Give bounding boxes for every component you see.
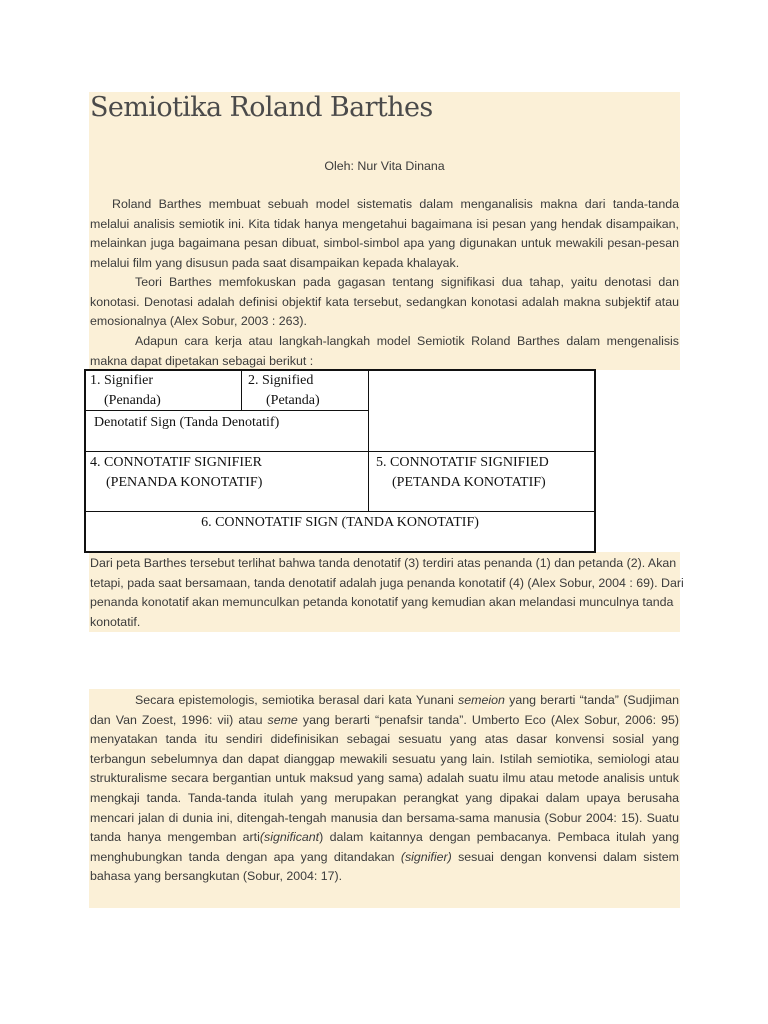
- connotatif-signifier-sublabel: (PENANDA KONOTATIF): [106, 475, 263, 490]
- author-byline: Oleh: Nur Vita Dinana: [324, 159, 445, 173]
- cell-connotatif-sign: 6. CONNOTATIF SIGN (TANDA KONOTATIF): [201, 515, 479, 530]
- connotatif-signifier-label: 4. CONNOTATIF SIGNIFIER: [90, 455, 262, 470]
- cell-signified: [248, 371, 320, 411]
- signifier-label: 1. Signifier: [90, 373, 153, 388]
- divider-h-2: [84, 451, 596, 452]
- cell-connotatif-signified: [376, 453, 549, 493]
- page-title: Semiotika Roland Barthes: [90, 92, 433, 123]
- connotatif-signified-sublabel: (PETANDA KONOTATIF): [392, 475, 546, 490]
- paragraph-method: Adapun cara kerja atau langkah-langkah model Semiotik Roland Barthes dalam mengenalisis makna dapat dipetakan sebagai berikut :: [90, 334, 679, 368]
- connotatif-signified-label: 5. CONNOTATIF SIGNIFIED: [376, 455, 549, 470]
- paragraph-map-explanation: Dari peta Barthes tersebut terlihat bahwa tanda denotatif (3) terdiri atas penanda (1) dan petanda (2). Akan tetapi, pada saat bersamaan, tanda denotatif adalah juga penanda konotatif (4) (Alex Sobur, 2004 : 69). Dari penanda konotatif akan memunculkan petanda konotatif yang kemudian akan melandasi munculnya tanda konotatif.: [90, 556, 684, 630]
- cell-connotatif-signifier: [90, 453, 262, 493]
- border-top: [84, 369, 596, 371]
- paragraph-epistemology: Secara epistemologis, semiotika berasal dari kata Yunani semeion yang berarti “tanda” (Sudjiman dan Van Zoest, 1996: vii) atau seme yang berarti “penafsir tanda”. Umberto Eco (Alex Sobur, 2006: 95) menyatakan tanda itu sendiri didefinisikan sebagai sesuatu yang atas dasar konvensi sosial yang terbangun sebelumnya dan dapat dianggap mewakili sesuatu yang lain. Istilah semiotika, semiologi atau strukturalisme secara bergantian untuk maksud yang sama) adalah suatu ilmu atau metode analisis untuk mengkaji tanda. Tanda-tanda itulah yang merupakan perangkat yang dipakai dalam upaya berusaha mencari jalan di dunia ini, ditengah-tengah manusia dan bersama-sama manusia (Sobur 2004: 15). Suatu tanda hanya mengemban arti(significant) dalam kaitannya dengan pembacanya. Pembaca itulah yang menghubungkan tanda dengan apa yang ditandakan (signifier) sesuai dengan konvensi dalam sistem bahasa yang bersangkutan (Sobur, 2004: 17).: [90, 693, 680, 884]
- signified-label: 2. Signified: [248, 373, 314, 388]
- border-bottom: [84, 551, 596, 553]
- divider-v-1: [241, 369, 242, 411]
- signified-sublabel: (Petanda): [266, 393, 320, 408]
- divider-v-2: [368, 369, 369, 512]
- signifier-sublabel: (Penanda): [104, 393, 161, 408]
- paragraph-intro: Roland Barthes membuat sebuah model sistematis dalam menganalisis makna dari tanda-tanda melalui analisis semiotik ini. Kita tidak hanya mengetahui bagaimana isi pesan yang hendak disampaikan, melainkan juga bagaimana pesan dibuat, simbol-simbol apa yang digunakan untuk mewakili pesan-pesan melalui film yang disusun pada saat disampaikan kepada khalayak.: [90, 197, 679, 270]
- cell-denotatif-sign: Denotatif Sign (Tanda Denotatif): [94, 415, 280, 430]
- divider-h-3: [84, 511, 596, 512]
- cell-signifier: [90, 371, 161, 411]
- barthes-semiotic-map: [84, 369, 596, 553]
- paragraph-theory: Teori Barthes memfokuskan pada gagasan tentang signifikasi dua tahap, yaitu denotasi dan konotasi. Denotasi adalah definisi objektif kata tersebut, sedangkan konotasi adalah makna subjektif atau emosionalnya (Alex Sobur, 2003 : 263).: [90, 275, 679, 328]
